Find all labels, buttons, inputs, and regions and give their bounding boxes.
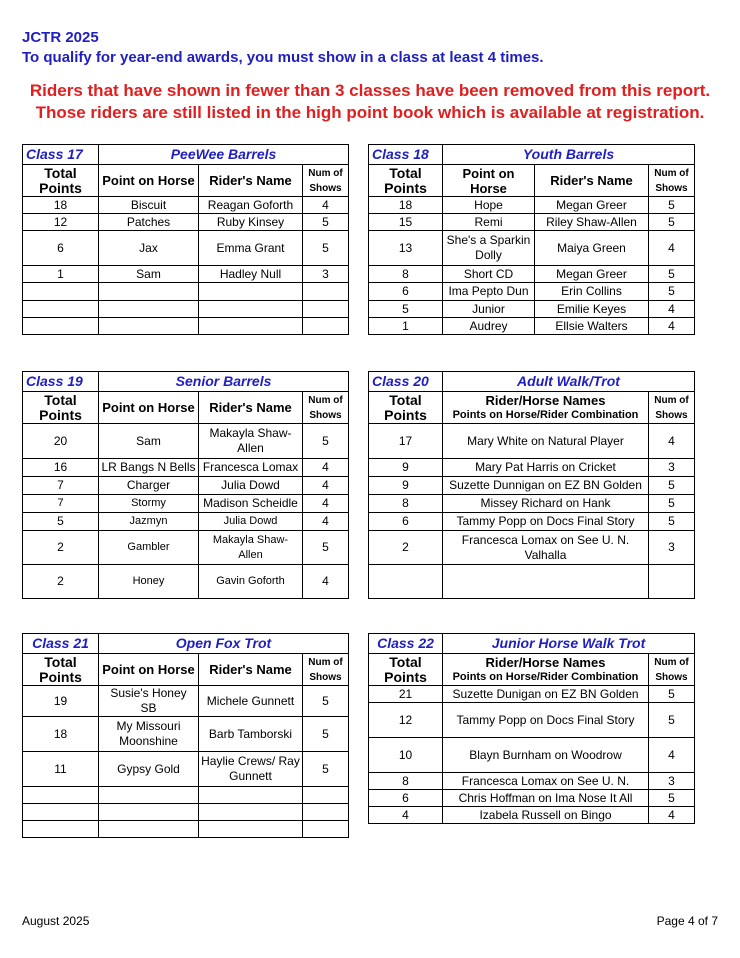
shows-cell: 4 [303, 513, 349, 531]
table-row [23, 197, 349, 214]
header-num-of-shows: Num of Shows [649, 165, 695, 197]
table-row [369, 513, 695, 531]
table-row [369, 703, 695, 738]
shows-cell: 5 [303, 686, 349, 717]
table-row [23, 424, 349, 459]
table-row [23, 495, 349, 513]
header-rider-horse-label: Rider/Horse Names [485, 392, 606, 408]
shows-cell: 5 [649, 214, 695, 231]
points-cell: 6 [23, 231, 99, 266]
table-row [369, 531, 695, 565]
rider-cell: Emma Grant [199, 231, 303, 266]
shows-cell: 5 [303, 231, 349, 266]
points-cell: 8 [369, 266, 443, 283]
table-row [23, 513, 349, 531]
shows-cell: 5 [303, 717, 349, 752]
rider-cell: Maiya Green [535, 231, 649, 266]
shows-cell: 5 [649, 513, 695, 531]
points-cell: 15 [369, 214, 443, 231]
class-name: Senior Barrels [99, 372, 349, 392]
shows-cell: 5 [649, 283, 695, 301]
horse-cell: Ima Pepto Dun [443, 283, 535, 301]
shows-cell: 5 [649, 790, 695, 807]
header-combination-label: Points on Horse/Rider Combination [452, 670, 639, 683]
shows-cell: 5 [649, 495, 695, 513]
combo-cell: Blayn Burnham on Woodrow [443, 738, 649, 773]
shows-cell: 5 [649, 477, 695, 495]
combo-cell: Mary White on Natural Player [443, 424, 649, 459]
horse-cell: Remi [443, 214, 535, 231]
shows-cell: 4 [649, 807, 695, 824]
qualify-note: To qualify for year-end awards, you must show in a class at least 4 times. [22, 49, 544, 66]
rider-cell: Ellsie Walters [535, 318, 649, 335]
class-18-table [368, 144, 695, 335]
class-number: Class 18 [369, 145, 443, 165]
combo-cell: Suzette Dunigan on EZ BN Golden [443, 686, 649, 703]
shows-cell: 5 [649, 197, 695, 214]
header-num-of-shows: Num of Shows [303, 165, 349, 197]
class-22-table [368, 633, 695, 824]
table-row [369, 231, 695, 266]
horse-cell: LR Bangs N Bells [99, 459, 199, 477]
horse-cell: Audrey [443, 318, 535, 335]
combo-cell: Francesca Lomax on See U. N. Valhalla [443, 531, 649, 565]
shows-cell: 5 [303, 214, 349, 231]
combo-cell: Chris Hoffman on Ima Nose It All [443, 790, 649, 807]
horse-cell: Patches [99, 214, 199, 231]
shows-cell: 5 [649, 703, 695, 738]
header-total-points: Total Points [369, 654, 443, 686]
shows-cell: 5 [303, 752, 349, 787]
horse-cell: Sam [99, 266, 199, 283]
table-row [369, 283, 695, 301]
rider-cell: Julia Dowd [199, 513, 303, 531]
points-cell: 20 [23, 424, 99, 459]
points-cell: 12 [23, 214, 99, 231]
header-rider-horse-names [443, 654, 649, 686]
table-row [369, 318, 695, 335]
rider-cell: Riley Shaw-Allen [535, 214, 649, 231]
points-cell: 10 [369, 738, 443, 773]
report-title: JCTR 2025 [22, 29, 99, 46]
table-row [369, 214, 695, 231]
header-point-on-horse: Point on Horse [99, 165, 199, 197]
horse-cell: Sam [99, 424, 199, 459]
rider-cell: Erin Collins [535, 283, 649, 301]
points-cell: 13 [369, 231, 443, 266]
class-name: Youth Barrels [443, 145, 695, 165]
shows-cell: 3 [649, 459, 695, 477]
rider-cell: Julia Dowd [199, 477, 303, 495]
points-cell: 17 [369, 424, 443, 459]
table-row [23, 686, 349, 717]
points-cell: 7 [23, 495, 99, 513]
header-point-on-horse: Point on Horse [99, 392, 199, 424]
points-cell: 9 [369, 459, 443, 477]
points-cell: 6 [369, 283, 443, 301]
table-row [369, 686, 695, 703]
table-row [369, 459, 695, 477]
horse-cell: She's a Sparkin Dolly [443, 231, 535, 266]
points-cell: 19 [23, 686, 99, 717]
points-cell: 8 [369, 773, 443, 790]
horse-cell: Jazmyn [99, 513, 199, 531]
points-cell: 16 [23, 459, 99, 477]
horse-cell: Susie's Honey SB [99, 686, 199, 717]
table-row [23, 477, 349, 495]
horse-cell: Gambler [99, 531, 199, 565]
points-cell: 18 [369, 197, 443, 214]
points-cell: 1 [369, 318, 443, 335]
table-row [23, 565, 349, 599]
table-row [369, 424, 695, 459]
header-combination-label: Points on Horse/Rider Combination [452, 408, 639, 421]
footer-page-number: Page 4 of 7 [656, 914, 718, 928]
shows-cell: 4 [303, 565, 349, 599]
points-cell: 2 [23, 531, 99, 565]
rider-cell: Haylie Crews/ Ray Gunnett [199, 752, 303, 787]
header-num-of-shows: Num of Shows [303, 654, 349, 686]
points-cell: 8 [369, 495, 443, 513]
points-cell: 1 [23, 266, 99, 283]
rider-cell: Gavin Goforth [199, 565, 303, 599]
shows-cell: 5 [649, 266, 695, 283]
shows-cell: 4 [303, 197, 349, 214]
points-cell: 18 [23, 197, 99, 214]
shows-cell: 4 [303, 459, 349, 477]
shows-cell: 4 [649, 318, 695, 335]
class-17-table [22, 144, 349, 335]
rider-cell: Hadley Null [199, 266, 303, 283]
header-num-of-shows: Num of Shows [649, 654, 695, 686]
shows-cell: 3 [649, 773, 695, 790]
horse-cell: Stormy [99, 495, 199, 513]
shows-cell: 5 [649, 686, 695, 703]
combo-cell: Suzette Dunnigan on EZ BN Golden [443, 477, 649, 495]
points-cell: 18 [23, 717, 99, 752]
table-row [369, 301, 695, 318]
horse-cell: Hope [443, 197, 535, 214]
header-total-points: Total Points [23, 165, 99, 197]
class-number: Class 22 [369, 634, 443, 654]
combo-cell: Mary Pat Harris on Cricket [443, 459, 649, 477]
class-name: Adult Walk/Trot [443, 372, 695, 392]
header-num-of-shows: Num of Shows [649, 392, 695, 424]
rider-cell: Francesca Lomax [199, 459, 303, 477]
horse-cell: Charger [99, 477, 199, 495]
rider-cell: Megan Greer [535, 266, 649, 283]
table-row [23, 752, 349, 787]
table-row [369, 773, 695, 790]
rider-cell: Madison Scheidle [199, 495, 303, 513]
rider-cell: Michele Gunnett [199, 686, 303, 717]
table-row [23, 717, 349, 752]
table-row [23, 214, 349, 231]
shows-cell: 4 [303, 495, 349, 513]
points-cell: 4 [369, 807, 443, 824]
header-total-points: Total Points [369, 392, 443, 424]
points-cell: 5 [23, 513, 99, 531]
table-row [369, 807, 695, 824]
table-row [23, 231, 349, 266]
shows-cell: 3 [303, 266, 349, 283]
points-cell: 2 [369, 531, 443, 565]
header-riders-name: Rider's Name [199, 165, 303, 197]
class-number: Class 21 [23, 634, 99, 654]
horse-cell: Jax [99, 231, 199, 266]
shows-cell: 3 [649, 531, 695, 565]
horse-cell: Gypsy Gold [99, 752, 199, 787]
points-cell: 5 [369, 301, 443, 318]
rider-cell: Makayla Shaw-Allen [199, 531, 303, 565]
table-row [369, 197, 695, 214]
combo-cell: Izabela Russell on Bingo [443, 807, 649, 824]
horse-cell: Short CD [443, 266, 535, 283]
class-20-table [368, 371, 695, 599]
rider-cell: Reagan Goforth [199, 197, 303, 214]
empty-row [369, 565, 695, 599]
class-name: PeeWee Barrels [99, 145, 349, 165]
header-total-points: Total Points [369, 165, 443, 197]
combo-cell: Missey Richard on Hank [443, 495, 649, 513]
shows-cell: 4 [649, 301, 695, 318]
class-name: Junior Horse Walk Trot [443, 634, 695, 654]
rider-cell: Makayla Shaw-Allen [199, 424, 303, 459]
rider-cell: Ruby Kinsey [199, 214, 303, 231]
header-total-points: Total Points [23, 392, 99, 424]
table-row [369, 477, 695, 495]
points-cell: 9 [369, 477, 443, 495]
horse-cell: My Missouri Moonshine [99, 717, 199, 752]
header-rider-horse-label: Rider/Horse Names [485, 654, 606, 670]
combo-cell: Tammy Popp on Docs Final Story [443, 513, 649, 531]
combo-cell: Tammy Popp on Docs Final Story [443, 703, 649, 738]
empty-row [23, 318, 349, 335]
points-cell: 6 [369, 790, 443, 807]
table-row [369, 266, 695, 283]
horse-cell: Biscuit [99, 197, 199, 214]
combo-cell: Francesca Lomax on See U. N. [443, 773, 649, 790]
header-point-on-horse: Point on Horse [99, 654, 199, 686]
header-point-on-horse: Point on Horse [443, 165, 535, 197]
empty-row [23, 283, 349, 301]
header-riders-name: Rider's Name [535, 165, 649, 197]
points-cell: 21 [369, 686, 443, 703]
empty-row [23, 804, 349, 821]
empty-row [23, 821, 349, 838]
class-number: Class 19 [23, 372, 99, 392]
removed-riders-notice: Riders that have shown in fewer than 3 classes have been removed from this report. Those riders are still listed in the high point book which is available at registration. [29, 81, 711, 122]
class-19-table [22, 371, 349, 599]
class-name: Open Fox Trot [99, 634, 349, 654]
footer-date: August 2025 [22, 914, 90, 928]
rider-cell: Barb Tamborski [199, 717, 303, 752]
class-21-table [22, 633, 349, 838]
table-row [369, 790, 695, 807]
header-riders-name: Rider's Name [199, 392, 303, 424]
empty-row [23, 301, 349, 318]
empty-row [23, 787, 349, 804]
horse-cell: Junior [443, 301, 535, 318]
header-total-points: Total Points [23, 654, 99, 686]
rider-cell: Emilie Keyes [535, 301, 649, 318]
shows-cell: 4 [649, 424, 695, 459]
table-row [23, 266, 349, 283]
header-riders-name: Rider's Name [199, 654, 303, 686]
header-num-of-shows: Num of Shows [303, 392, 349, 424]
points-cell: 7 [23, 477, 99, 495]
rider-cell: Megan Greer [535, 197, 649, 214]
table-row [369, 495, 695, 513]
points-cell: 12 [369, 703, 443, 738]
table-row [369, 738, 695, 773]
class-number: Class 17 [23, 145, 99, 165]
points-cell: 2 [23, 565, 99, 599]
table-row [23, 531, 349, 565]
shows-cell: 5 [303, 531, 349, 565]
class-number: Class 20 [369, 372, 443, 392]
shows-cell: 4 [649, 738, 695, 773]
horse-cell: Honey [99, 565, 199, 599]
shows-cell: 4 [649, 231, 695, 266]
shows-cell: 5 [303, 424, 349, 459]
shows-cell: 4 [303, 477, 349, 495]
header-rider-horse-names [443, 392, 649, 424]
points-cell: 11 [23, 752, 99, 787]
table-row [23, 459, 349, 477]
points-cell: 6 [369, 513, 443, 531]
